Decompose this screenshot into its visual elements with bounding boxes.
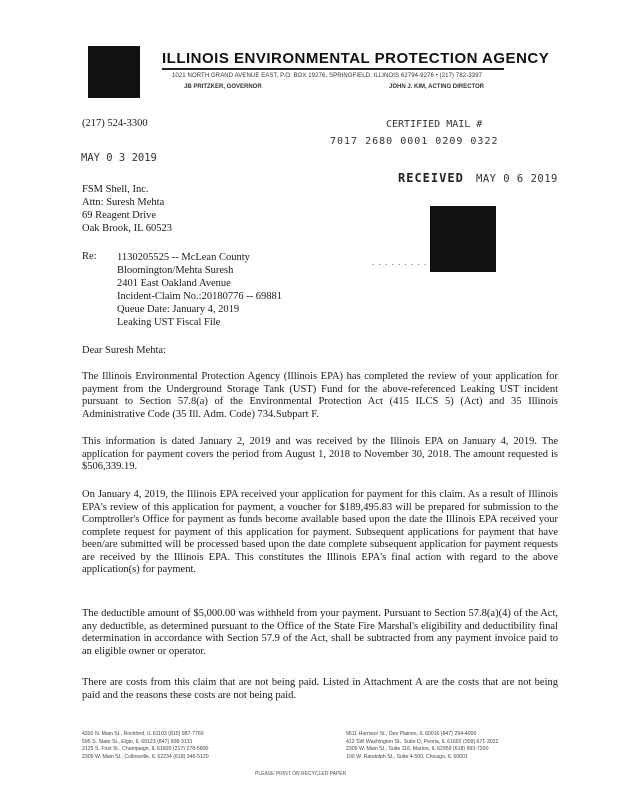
recipient-line: Attn: Suresh Mehta bbox=[82, 197, 165, 208]
certified-mail-label: CERTIFIED MAIL # bbox=[386, 119, 483, 130]
received-stamp-date: MAY 0 6 2019 bbox=[476, 173, 558, 185]
director-name: JOHN J. KIM, ACTING DIRECTOR bbox=[389, 84, 485, 90]
paragraph-application-dates: This information is dated January 2, 2019 and was received by the Illinois EPA on January 4, 2019. The application for payment covers the period from August 1, 2018 to November 30, 2018. The amount requested is $506,339.19. bbox=[82, 436, 558, 472]
footer-office: 9511 Harrison St., Des Plaines, IL 60016 (847) 294-4000 bbox=[346, 731, 477, 737]
re-line: 2401 East Oakland Avenue bbox=[117, 278, 231, 289]
re-line: Incident-Claim No.:20180776 -- 69881 bbox=[117, 291, 283, 302]
footer-office: 2309 W. Main St., Suite 116, Marion, IL 62959 (618) 993-7200 bbox=[346, 746, 489, 752]
footer-office: 4302 N. Main St., Rockford, IL 61103 (815) 987-7760 bbox=[82, 731, 204, 737]
re-line: 1130205525 -- McLean County bbox=[117, 252, 250, 263]
recipient-address bbox=[82, 183, 172, 235]
paragraph-voucher: On January 4, 2019, the Illinois EPA received your application for payment for this claim. As a result of Illinois EPA's review of this application for payment, a voucher for $189,495.83 will be prepared for submission to the Comptroller's Office for payment as funds become available based upon the date the Illinois EPA received your complete request for payment of this application for payment. Subsequent applications for payment that have been/are submitted will be processed based upon the date complete subsequent application for payment requests are received by the Illinois EPA. This constitutes the Illinois EPA's final action with regard to the above application(s) for payment. bbox=[82, 489, 558, 575]
re-details bbox=[117, 251, 282, 329]
footer-office: 595 S. State St., Elgin, IL 60123 (847) 608-3131 bbox=[82, 738, 193, 745]
agency-address: 1021 NORTH GRAND AVENUE EAST, P.O. BOX 19276, SPRINGFIELD, ILLINOIS 62794-9276 • (217) 782-3397 bbox=[172, 73, 483, 79]
phone-number: (217) 524-3300 bbox=[82, 118, 148, 129]
received-stamp-label: RECEIVED bbox=[398, 171, 464, 185]
letterhead-divider bbox=[162, 68, 504, 70]
footer-office: 100 W. Randolph St., Suite 4-500, Chicago, IL 60601 bbox=[346, 753, 468, 760]
footer-offices-right bbox=[346, 731, 498, 761]
re-label: Re: bbox=[82, 251, 97, 262]
letter-date: MAY 0 3 2019 bbox=[81, 152, 157, 164]
agency-name: ILLINOIS ENVIRONMENTAL PROTECTION AGENCY bbox=[162, 50, 550, 67]
re-line: Bloomington/Mehta Suresh bbox=[117, 265, 234, 276]
governor-name: JB PRITZKER, GOVERNOR bbox=[184, 84, 262, 90]
footer-office: 2125 S. First St., Champaign, IL 61820 (217) 278-5800 bbox=[82, 746, 209, 752]
redacted-logo bbox=[88, 46, 140, 98]
re-line: Leaking UST Fiscal File bbox=[117, 317, 221, 328]
redacted-signature-block bbox=[430, 206, 496, 272]
handwritten-mark: . . . . . . . . . bbox=[372, 257, 428, 267]
footer-offices-left bbox=[82, 731, 209, 761]
paragraph-costs-not-paid: There are costs from this claim that are not being paid. Listed in Attachment A are the costs that are not being paid and the reasons these costs are not being paid. bbox=[82, 677, 558, 701]
salutation: Dear Suresh Mehta: bbox=[82, 345, 166, 356]
recipient-line: Oak Brook, IL 60523 bbox=[82, 223, 173, 234]
footer-office: 2309 W. Main St., Collinsville, IL 62234 (618) 346-5120 bbox=[82, 753, 209, 760]
certified-mail-number: 7017 2680 0001 0209 0322 bbox=[330, 136, 499, 147]
recipient-line: FSM Shell, Inc. bbox=[82, 184, 149, 195]
recycled-paper-note: PLEASE PRINT ON RECYCLED PAPER bbox=[255, 771, 347, 777]
re-line: Queue Date: January 4, 2019 bbox=[117, 304, 240, 315]
paragraph-review-completed: The Illinois Environmental Protection Agency (Illinois EPA) has completed the review of your application for payment from the Underground Storage Tank (UST) Fund for the above-referenced Leaking UST incident pursuant to Section 57.8(a) of the Environmental Protection Act (415 ILCS 5) (Act) and 35 Illinois Administrative Code (35 Ill. Adm. Code) 734.Subpart F. bbox=[82, 371, 558, 420]
recipient-line: 69 Reagent Drive bbox=[82, 210, 157, 221]
footer-office: 412 SW Washington St., Suite D, Peoria, IL 61602 (309) 671-3022 bbox=[346, 738, 499, 745]
paragraph-deductible: The deductible amount of $5,000.00 was withheld from your payment. Pursuant to Section 57.8(a)(4) of the Act, any deductible, as determined pursuant to the Office of the State Fire Marshal's eligibility and deductibility final determination in accordance with Section 57.9 of the Act, shall be subtracted from any payment invoice paid to an eligible owner or operator. bbox=[82, 608, 558, 657]
